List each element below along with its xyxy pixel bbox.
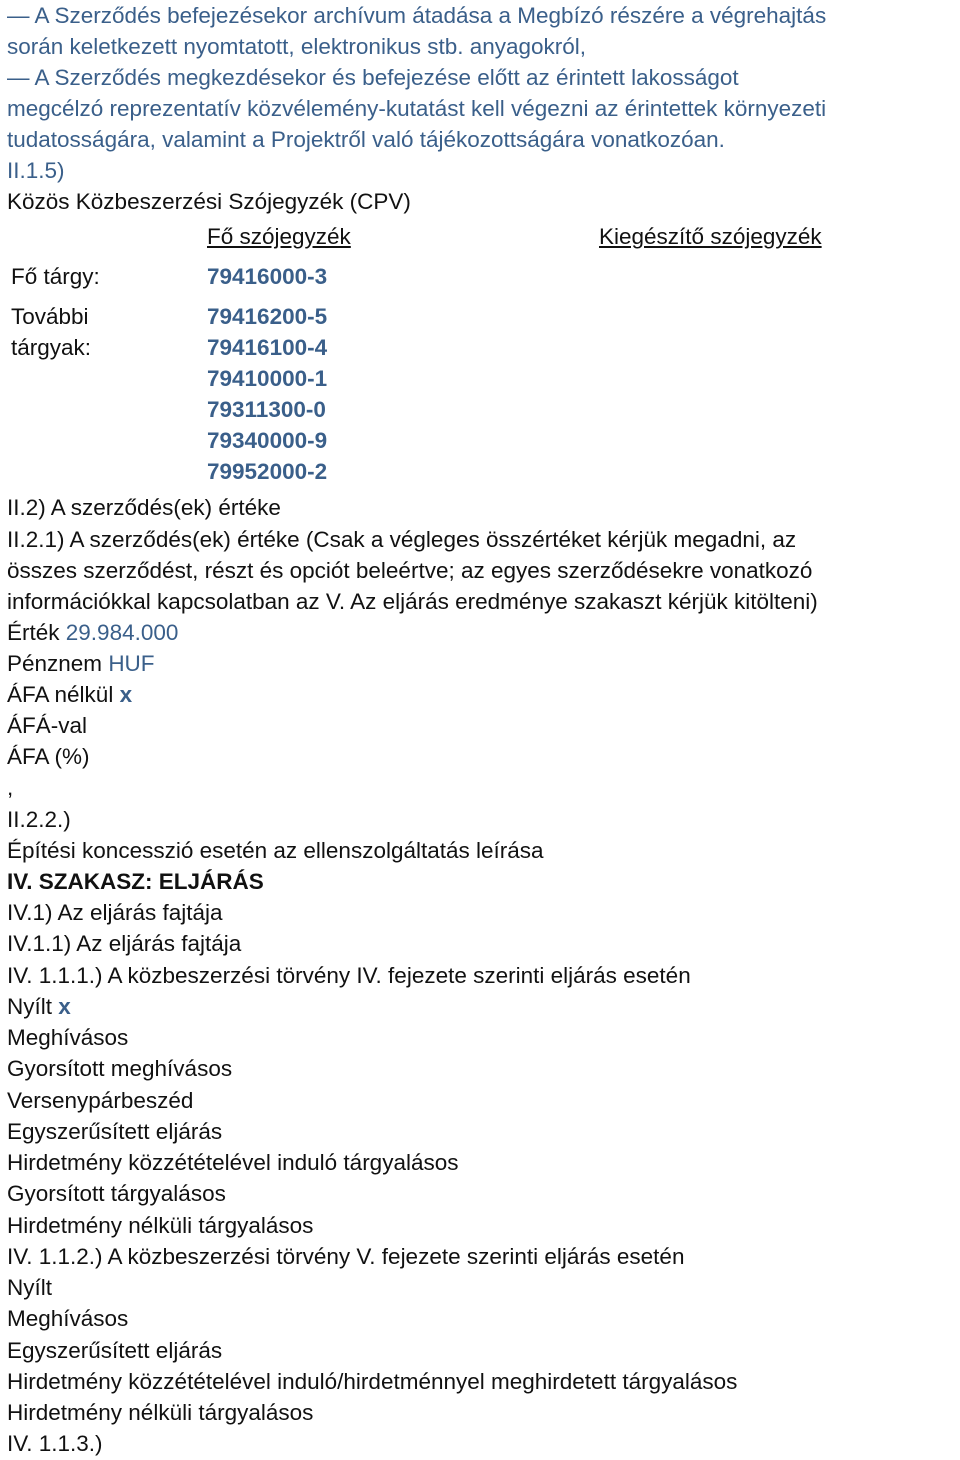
- value-row: [7, 617, 178, 648]
- procedure-option: Egyszerűsített eljárás: [7, 1119, 223, 1144]
- iv-1-1-2-heading: IV. 1.1.2.) A közbeszerzési törvény V. fejezete szerinti eljárás esetén: [7, 1244, 685, 1269]
- procedure-option-v: Egyszerűsített eljárás: [7, 1338, 223, 1363]
- section-ii-2-2: II.2.2.): [7, 807, 71, 832]
- open-procedure-row: [7, 991, 71, 1022]
- iv-1-1-3-heading: IV. 1.1.3.): [7, 1431, 103, 1456]
- intro-line-5: tudatosságára, valamint a Projektről való tájékozottságára vonatkozóan.: [7, 127, 725, 152]
- cpv-other-subjects-label-1: További: [11, 304, 89, 329]
- value-amount: 29.984.000: [65, 620, 179, 645]
- open-procedure-label: Nyílt: [7, 994, 59, 1019]
- currency-row: [7, 648, 155, 679]
- currency-label: Pénznem: [7, 651, 109, 676]
- intro-line-3: — A Szerződés megkezdésekor és befejezése előtt az érintett lakosságot: [7, 65, 739, 90]
- cpv-main-column-header: Fő szójegyzék: [207, 224, 351, 249]
- procedure-option: Gyorsított meghívásos: [7, 1056, 233, 1081]
- no-vat-mark: x: [119, 682, 133, 707]
- vat-comma: ,: [7, 775, 14, 800]
- cpv-other-code: 79416200-5: [207, 304, 328, 329]
- procedure-option: Gyorsított tárgyalásos: [7, 1181, 226, 1206]
- cpv-other-code: 79416100-4: [207, 335, 328, 360]
- iv-1-1-1-heading: IV. 1.1.1.) A közbeszerzési törvény IV. fejezete szerinti eljárás esetén: [7, 963, 691, 988]
- intro-line-2: során keletkezett nyomtatott, elektronikus stb. anyagokról,: [7, 34, 587, 59]
- procedure-option-v: Hirdetmény közzétételével induló/hirdetménnyel meghirdetett tárgyalásos: [7, 1369, 738, 1394]
- contract-value-desc-2: összes szerződést, részt és opciót beleértve; az egyes szerződésekre vonatkozó: [7, 558, 813, 583]
- cpv-extra-column-header: Kiegészítő szójegyzék: [599, 224, 822, 249]
- contract-value-heading: II.2) A szerződés(ek) értéke: [7, 495, 281, 520]
- concession-text: Építési koncesszió esetén az ellenszolgáltatás leírása: [7, 838, 544, 863]
- contract-value-desc-1: II.2.1) A szerződés(ek) értéke (Csak a végleges összértéket kérjük megadni, az: [7, 527, 797, 552]
- iv-1-1-heading: IV.1.1) Az eljárás fajtája: [7, 931, 242, 956]
- no-vat-row: [7, 679, 132, 710]
- intro-line-1: — A Szerződés befejezésekor archívum átadása a Megbízó részére a végrehajtás: [7, 3, 827, 28]
- intro-line-4: megcélzó reprezentatív közvélemény-kutatást kell végezni az érintettek környezeti: [7, 96, 827, 121]
- open-procedure-mark: x: [58, 994, 71, 1019]
- procedure-option: Meghívásos: [7, 1025, 129, 1050]
- cpv-other-code: 79311300-0: [207, 397, 326, 422]
- procedure-option: Versenypárbeszéd: [7, 1088, 194, 1113]
- with-vat-label: ÁFÁ-val: [7, 713, 88, 738]
- cpv-main-subject-label: Fő tárgy:: [11, 264, 100, 289]
- section-iv-heading: IV. SZAKASZ: ELJÁRÁS: [7, 869, 264, 894]
- iv-1-heading: IV.1) Az eljárás fajtája: [7, 900, 223, 925]
- cpv-other-code: 79952000-2: [207, 459, 328, 484]
- cpv-section-title: Közös Közbeszerzési Szójegyzék (CPV): [7, 189, 411, 214]
- cpv-other-code: 79340000-9: [207, 428, 328, 453]
- currency-value: HUF: [108, 651, 155, 676]
- cpv-other-code: 79410000-1: [207, 366, 328, 391]
- procedure-option-v: Meghívásos: [7, 1306, 129, 1331]
- vat-percent-label: ÁFA (%): [7, 744, 90, 769]
- value-label: Érték: [7, 620, 66, 645]
- procedure-option: Hirdetmény közzétételével induló tárgyalásos: [7, 1150, 459, 1175]
- procedure-option-v: Nyílt: [7, 1275, 52, 1300]
- procedure-option: Hirdetmény nélküli tárgyalásos: [7, 1213, 314, 1238]
- cpv-section-number: II.1.5): [7, 158, 65, 183]
- contract-value-desc-3: információkkal kapcsolatban az V. Az eljárás eredménye szakaszt kérjük kitölteni): [7, 589, 818, 614]
- procedure-option-v: Hirdetmény nélküli tárgyalásos: [7, 1400, 314, 1425]
- no-vat-label: ÁFA nélkül: [7, 682, 120, 707]
- cpv-main-code: 79416000-3: [207, 264, 328, 289]
- cpv-other-subjects-label-2: tárgyak:: [11, 335, 92, 360]
